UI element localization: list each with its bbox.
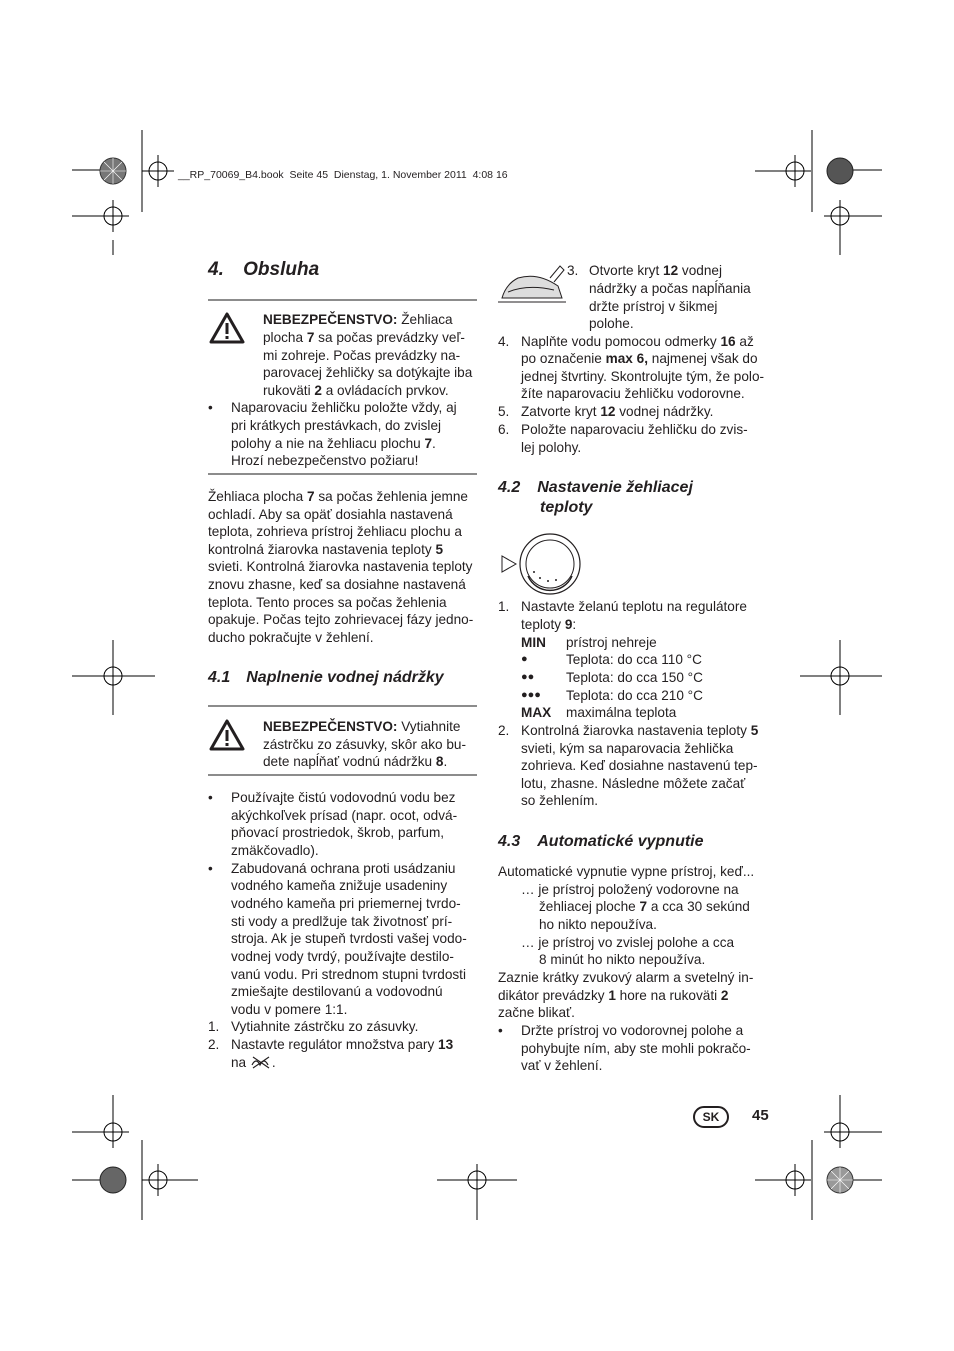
bullet: • — [208, 400, 213, 415]
page-number: 45 — [752, 1107, 769, 1124]
warning2-line2: zástrčku zo zásuvky, skôr ako bu- — [263, 737, 466, 752]
b2-line: stroja. Ak je stupeň tvrdosti vašej vodo- — [231, 931, 467, 946]
step3-line1: Otvorte kryt 12 vodnej — [589, 263, 722, 278]
temp-step2-line: zohrieva. Keď dosiahne nastavenú tep- — [521, 758, 758, 773]
b2-line: zmiešajte destilovanú a vodovodnú — [231, 984, 443, 999]
autooff-cond1: … je prístroj položený vodorovne na — [521, 882, 739, 897]
step1-text: Vytiahnite zástrčku zo zásuvky. — [231, 1019, 419, 1034]
temp-step2-line: lotu, zhasne. Následne môžete začať — [521, 776, 746, 791]
step2-text: Nastavte regulátor množstva pary 13 — [231, 1037, 454, 1052]
para-line4: kontrolná žiarovka nastavenia teploty 5 — [208, 542, 444, 557]
temperature-dial-icon — [498, 532, 588, 596]
divider — [208, 299, 477, 301]
section-title: Obsluha — [243, 259, 320, 280]
section-number: 4. — [208, 259, 224, 280]
step6-line: Položte naparovaciu žehličku do zvis- — [521, 422, 748, 437]
para-line8: opakuje. Počas tejto zohrievacej fázy jedno- — [208, 612, 474, 627]
warning1-line2: plocha 7 sa počas prevádzky veľ- — [263, 330, 465, 345]
step-number: 6. — [498, 422, 510, 437]
b2-line: vodného kameňa pri priemernej tvrdo- — [231, 896, 461, 911]
language-badge: SK — [693, 1106, 729, 1128]
step-number: 3. — [567, 263, 579, 278]
book-header: __RP_70069_B4.book Seite 45 Dienstag, 1. November 2011 4:08 16 — [178, 169, 508, 181]
autooff-bullet: pohybujte ním, aby ste mohli pokračo- — [521, 1041, 751, 1056]
para-line9: ducho pokračujte v žehlení. — [208, 630, 374, 645]
subsection-heading-4-3: 4.3 Automatické vypnutie — [498, 833, 704, 850]
temp-key: ● — [521, 653, 528, 665]
step6-line: lej polohy. — [521, 440, 582, 455]
temp-value: prístroj nehreje — [566, 635, 657, 650]
temp-step2-line: so žehlením. — [521, 793, 599, 808]
step-number: 1. — [208, 1019, 220, 1034]
subsection-heading-4-2: 4.2 Nastavenie žehliacej — [498, 479, 693, 496]
step4-line2: po označenie max 6, najmenej však do — [521, 351, 758, 366]
b2-line: vanú vodu. Pri strednom stupni tvrdosti — [231, 967, 466, 982]
temp-value: Teplota: do cca 110 °C — [566, 652, 702, 667]
step-number: 2. — [498, 723, 510, 738]
subsection-heading-4-2-cont: teploty — [540, 499, 593, 516]
step3-line: polohe. — [589, 316, 634, 331]
autooff-cond1-line2: žehliacej ploche 7 a cca 30 sekúnd — [539, 899, 750, 914]
step-number: 5. — [498, 404, 510, 419]
temp-key: ●●● — [521, 689, 541, 701]
warning2-line1: NEBEZPEČENSTVO: Vytiahnite — [263, 719, 461, 734]
autooff-bullet: Držte prístroj vo vodorovnej polohe a — [521, 1023, 744, 1038]
section-heading — [208, 261, 319, 279]
autooff-intro: Automatické vypnutie vypne prístroj, keď... — [498, 864, 755, 879]
warning1-bullet-line1: Naparovaciu žehličku položte vždy, aj — [231, 400, 457, 415]
step-number: 2. — [208, 1037, 220, 1052]
step5-line: Zatvorte kryt 12 vodnej nádržky. — [521, 404, 714, 419]
autooff-cond1-line3: ho nikto nepoužíva. — [539, 917, 657, 932]
warning1-bullet-line3: polohy a nie na žehliacu plochu 7. — [231, 436, 436, 451]
step4-line: jednej štvrtiny. Skontrolujte tým, že polo- — [521, 369, 765, 384]
temp-key: ●● — [521, 671, 535, 683]
para-line7: teplota. Tento proces sa počas žehlenia — [208, 595, 447, 610]
warning1-bullet-line2: pri krátkych prestávkach, do zvislej — [231, 418, 442, 433]
divider — [208, 473, 477, 475]
step4-line: žíte naparovaciu žehličku vodorovne. — [521, 386, 745, 401]
bullet: • — [208, 861, 213, 876]
warning1-line5: rukoväti 2 a ovládacích prvkov. — [263, 383, 449, 398]
b2-line: Zabudovaná ochrana proti usádzaniu — [231, 861, 456, 876]
step2-text-cont: na . — [231, 1055, 276, 1070]
b2-line: sti vody a predlžuje tak životnosť prí- — [231, 914, 453, 929]
b1-line: zmäkčovadlo). — [231, 843, 319, 858]
b2-line: vodu v pomere 1:1. — [231, 1002, 348, 1017]
warning2-line3: dete napĺňať vodnú nádržku 8. — [263, 754, 448, 769]
para-line3: teplota, zohrieva prístroj žehliacu plochu a — [208, 524, 462, 539]
b1-line: pňovací prostriedok, škrob, parfum, — [231, 825, 445, 840]
warning1-line3: mi zohreje. Počas prevádzky na- — [263, 348, 461, 363]
para-line5: svieti. Kontrolná žiarovka nastavenia teploty — [208, 559, 473, 574]
temp-value: Teplota: do cca 210 °C — [566, 688, 703, 703]
temp-value: maximálna teplota — [566, 705, 677, 720]
temp-step1-line1: Nastavte želanú teplotu na regulátore — [521, 599, 747, 614]
bullet: • — [498, 1023, 503, 1038]
warning1-bullet-line4: Hrozí nebezpečenstvo požiaru! — [231, 453, 419, 468]
b1-line: Používajte čistú vodovodnú vodu bez — [231, 790, 456, 805]
para-line2: ochladí. Aby sa opäť dosiahla nastavená — [208, 507, 453, 522]
iron-illustration — [498, 262, 568, 306]
divider — [208, 705, 477, 707]
step3-line: nádržky a počas napĺňania — [589, 281, 751, 296]
steam-off-icon — [250, 1055, 272, 1069]
warning1-line1: NEBEZPEČENSTVO: Žehliaca — [263, 312, 453, 327]
warning-icon — [209, 719, 245, 751]
step-number: 4. — [498, 334, 510, 349]
autooff-para-line3: začne blikať. — [498, 1005, 575, 1020]
warning-icon — [209, 312, 245, 344]
temp-value: Teplota: do cca 150 °C — [566, 670, 703, 685]
para-line6: znovu zhasne, keď sa dosiahne nastavená — [208, 577, 466, 592]
warning1-line4: parovacej žehličky sa dotýkajte iba — [263, 365, 473, 380]
temp-step1-line2: teploty 9: — [521, 617, 577, 632]
step-number: 1. — [498, 599, 510, 614]
autooff-cond2: … je prístroj vo zvislej polohe a cca — [521, 935, 735, 950]
divider — [208, 774, 477, 776]
autooff-bullet: vať v žehlení. — [521, 1058, 603, 1073]
b2-line: vodnej vody tvrdý, používajte destilo- — [231, 949, 454, 964]
step4-line1: Naplňte vodu pomocou odmerky 16 až — [521, 334, 754, 349]
step3-line: držte prístroj v šikmej — [589, 299, 718, 314]
temp-step2-line1: Kontrolná žiarovka nastavenia teploty 5 — [521, 723, 759, 738]
para-line1: Žehliaca plocha 7 sa počas žehlenia jemne — [208, 489, 468, 504]
bullet: • — [208, 790, 213, 805]
autooff-para: Zaznie krátky zvukový alarm a svetelný in- — [498, 970, 754, 985]
autooff-para-line2: dikátor prevádzky 1 hore na rukoväti 2 — [498, 988, 729, 1003]
temp-step2-line: svieti, kým sa naparovacia žehlička — [521, 741, 734, 756]
temp-key: MAX — [521, 705, 552, 720]
subsection-heading-4-1: 4.1 Naplnenie vodnej nádržky — [208, 669, 444, 686]
b1-line: akýchkoľvek prísad (napr. ocot, odvá- — [231, 808, 458, 823]
autooff-cond2-line2: 8 minút ho nikto nepoužíva. — [539, 952, 706, 967]
temp-key: MIN — [521, 635, 546, 650]
b2-line: vodného kameňa znižuje usadeniny — [231, 878, 448, 893]
